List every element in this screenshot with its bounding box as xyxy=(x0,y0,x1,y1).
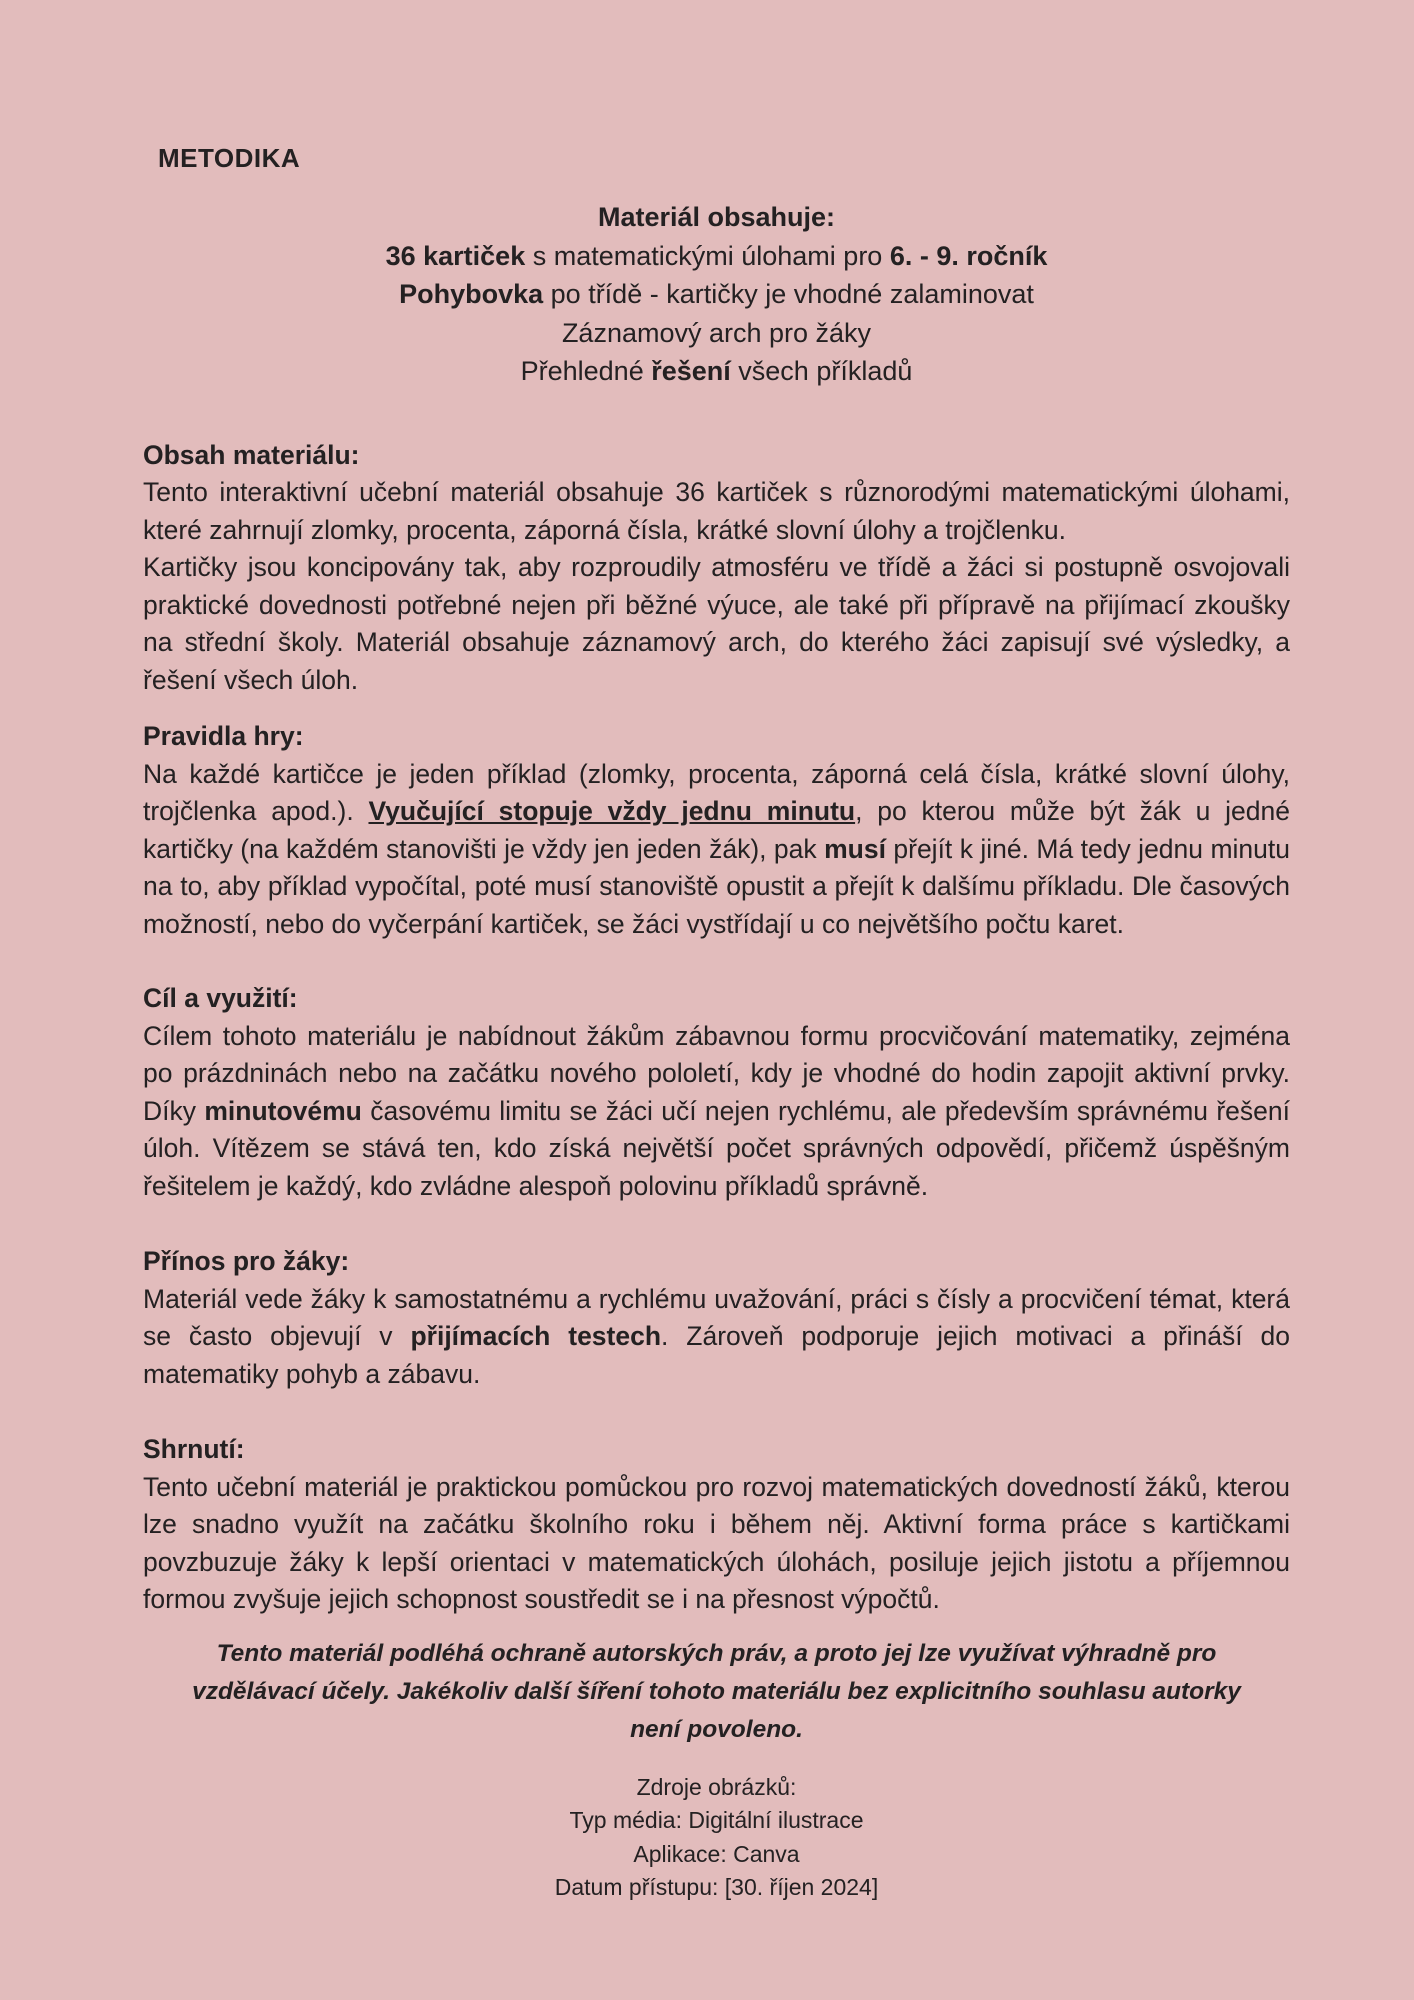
content-column xyxy=(143,0,1290,1905)
section-paragraph: Tento učební materiál je praktickou pomůckou pro rozvoj matematických dovedností žáků, kterou lze snadno využít na začátku školního roku i během něj. Aktivní forma práce s kartičkami povzbuzuje žáky k lepší orientaci v matematických úlohách, posiluje jejich jistotu a příjemnou formou zvyšuje jejich schopnost soustředit se i na přesnost výpočtů. xyxy=(143,1471,1290,1614)
section-heading: Pravidla hry: xyxy=(143,721,304,751)
sections xyxy=(143,437,1290,1619)
header-line: Pohybovka po třídě - kartičky je vhodné zalaminovat xyxy=(399,279,1034,309)
section-paragraph: Cílem tohoto materiálu je nabídnout žákům zábavnou formu procvičování matematiky, zejména po prázdninách nebo na začátku nového pololetí, kdy je vhodné do hodin zapojit aktivní prvky. Díky minutovému časovému limitu se žáci učí nejen rychlému, ale především správnému řešení úloh. Vítězem se stává ten, kdo získá největší počet správných odpovědí, přičemž úspěšným řešitelem je každý, kdo zvládne alespoň polovinu příkladů správně. xyxy=(143,1020,1290,1201)
page-title: METODIKA xyxy=(158,143,301,173)
section-paragraph: Tento interaktivní učební materiál obsahuje 36 kartiček s různorodými matematickými úlohami, které zahrnují zlomky, procenta, záporná čísla, krátké slovní úlohy a trojčlenku. Kartičky jsou koncipovány tak, aby rozproudily atmosféru ve třídě a žáci si postupně osvojovali praktické dovednosti potřebné nejen při běžné výuce, ale také při přípravě na přijímací zkoušky na střední školy. Materiál obsahuje záznamový arch, do kterého žáci zapisují své výsledky, a řešení všech úloh. xyxy=(143,477,1290,695)
sources-title: Zdroje obrázků: xyxy=(636,1773,797,1800)
section-heading: Obsah materiálu: xyxy=(143,439,360,470)
sources-line: Typ média: Digitální ilustrace xyxy=(569,1807,864,1833)
section-heading: Shrnutí: xyxy=(143,1434,245,1464)
sources-block xyxy=(143,1771,1290,1905)
section-obsah-materialu xyxy=(143,437,1290,700)
section-paragraph: Materiál vede žáky k samostatnému a rychlému uvažování, práci s čísly a procvičení témat, která se často objevují v přijímacích testech. Zároveň podporuje jejich motivaci a přináší do matematiky pohyb a zábavu. xyxy=(143,1283,1290,1389)
header-line: Přehledné řešení všech příkladů xyxy=(520,356,913,386)
section-paragraph: Na každé kartičce je jeden příklad (zlomky, procenta, záporná celá čísla, krátké slovní úlohy, trojčlenka apod.). Vyučující stopuje vždy jednu minutu, po kterou může být žák u jedné kartičky (na každém stanovišti je vždy jen jeden žák), pak musí přejít k jiné. Má tedy jednu minutu na to, aby příklad vypočítal, poté musí stanoviště opustit a přejít k dalšímu příkladu. Dle časových možností, nebo do vyčerpání kartiček, se žáci vystřídají u co největšího počtu karet. xyxy=(143,758,1290,939)
section-shrnuti xyxy=(143,1431,1290,1619)
section-heading: Přínos pro žáky: xyxy=(143,1246,350,1276)
section-pravidla-hry xyxy=(143,718,1290,943)
section-heading: Cíl a využití: xyxy=(143,983,298,1013)
sources-line: Aplikace: Canva xyxy=(633,1840,800,1867)
section-cil-a-vyuziti xyxy=(143,980,1290,1205)
header-line: Materiál obsahuje: xyxy=(597,202,836,232)
sources-line: Datum přístupu: [30. říjen 2024] xyxy=(554,1874,879,1900)
section-prinos-pro-zaky xyxy=(143,1243,1290,1393)
header-block xyxy=(143,198,1290,391)
header-line: 36 kartiček s matematickými úlohami pro 6. - 9. ročník xyxy=(385,240,1048,271)
copyright-notice: Tento materiál podléhá ochraně autorských práv, a proto jej lze využívat výhradně pro vzdělávací účely. Jakékoliv další šíření tohoto materiálu bez explicitního souhlasu autorky není povoleno. xyxy=(192,1639,1241,1743)
header-line: Záznamový arch pro žáky xyxy=(561,317,872,348)
